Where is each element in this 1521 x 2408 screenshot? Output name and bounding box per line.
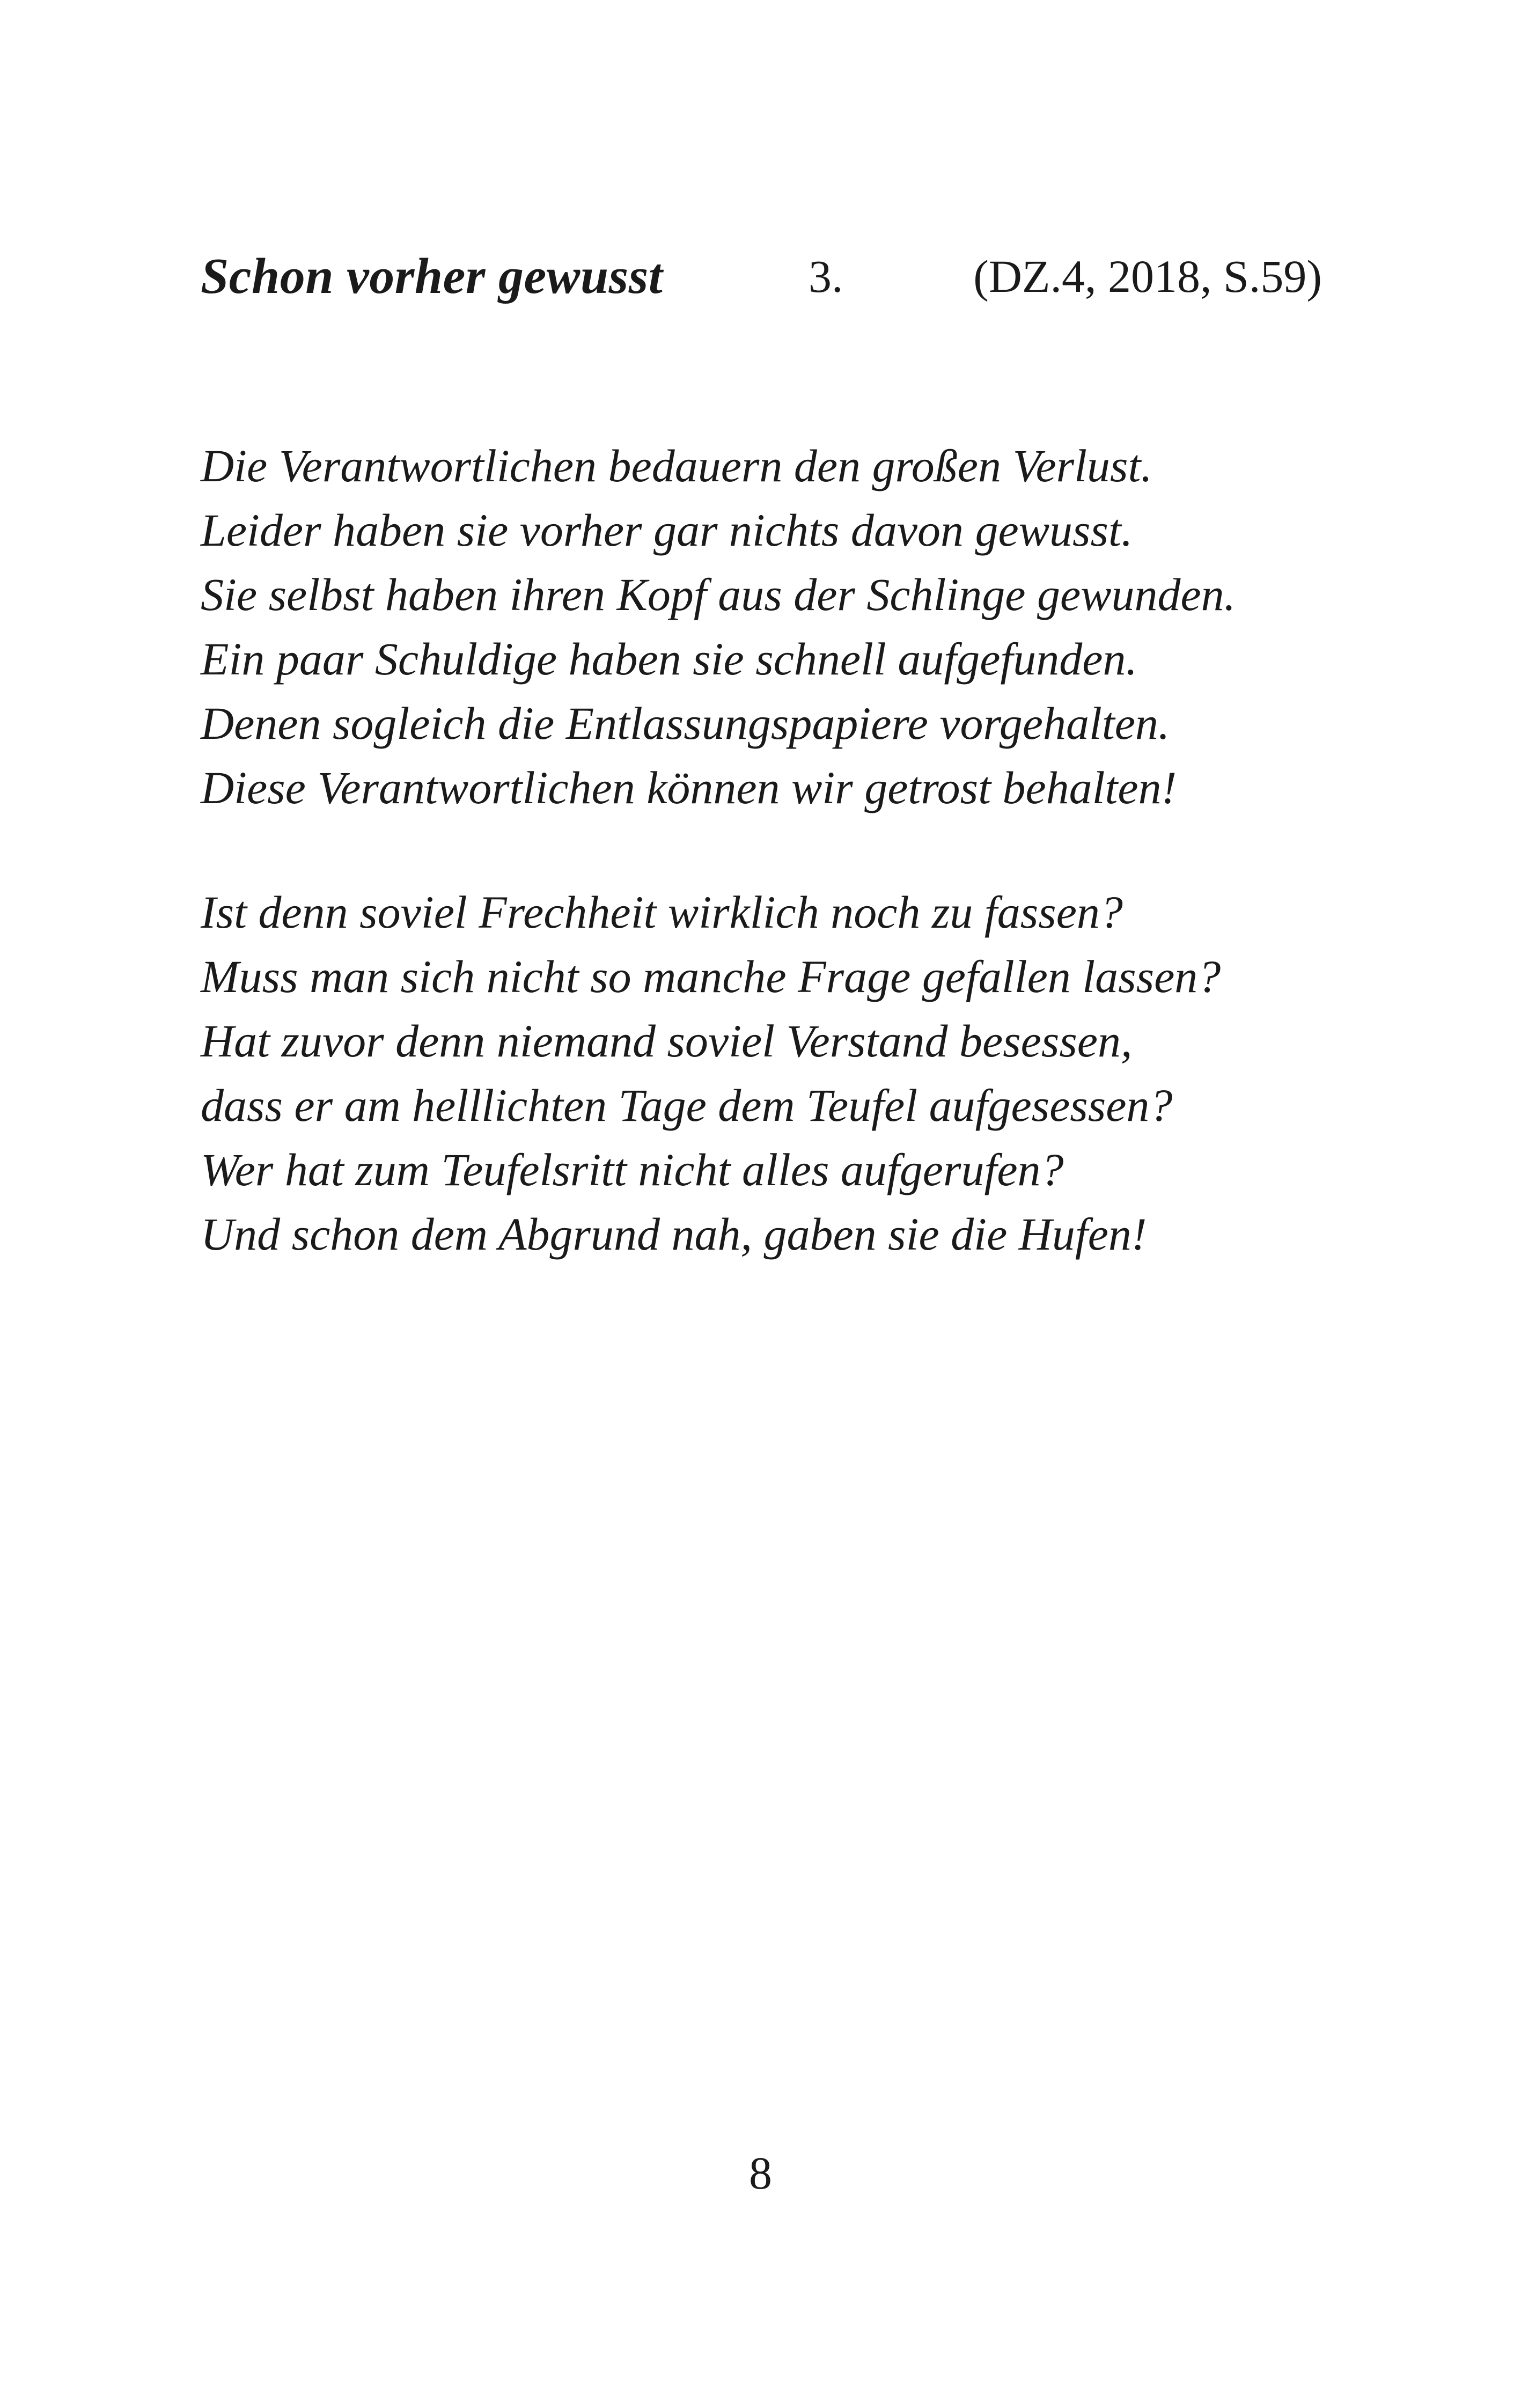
poem-header [201, 244, 1322, 309]
verse-line: Wer hat zum Teufelsritt nicht alles aufgerufen? [201, 1144, 1064, 1195]
verse-line: Muss man sich nicht so manche Frage gefallen lassen? [201, 951, 1221, 1002]
stanza-1 [201, 434, 1327, 820]
verse-line: Sie selbst haben ihren Kopf aus der Schlinge gewunden. [201, 569, 1236, 620]
verse-line: Leider haben sie vorher gar nichts davon gewusst. [201, 504, 1133, 556]
verse-line: Hat zuvor denn niemand soviel Verstand besessen, [201, 1015, 1133, 1067]
page-number: 8 [749, 2147, 772, 2199]
verse-line: Die Verantwortlichen bedauern den großen Verlust. [201, 440, 1152, 491]
verse-line: Ein paar Schuldige haben sie schnell aufgefunden. [201, 633, 1137, 685]
poem-title: Schon vorher gewusst [201, 248, 663, 304]
stanza-2 [201, 880, 1327, 1266]
poem-number: 3. [809, 251, 843, 302]
verse-line: Ist denn soviel Frechheit wirklich noch zu fassen? [201, 886, 1123, 938]
source-reference: (DZ.4, 2018, S.59) [973, 251, 1322, 302]
verse-line: dass er am helllichten Tage dem Teufel aufgesessen? [201, 1080, 1173, 1131]
verse-line: Denen sogleich die Entlassungspapiere vorgehalten. [201, 698, 1170, 749]
verse-line: Diese Verantwortlichen können wir getrost behalten! [201, 762, 1177, 813]
verse-line: Und schon dem Abgrund nah, gaben sie die Hufen! [201, 1208, 1147, 1260]
